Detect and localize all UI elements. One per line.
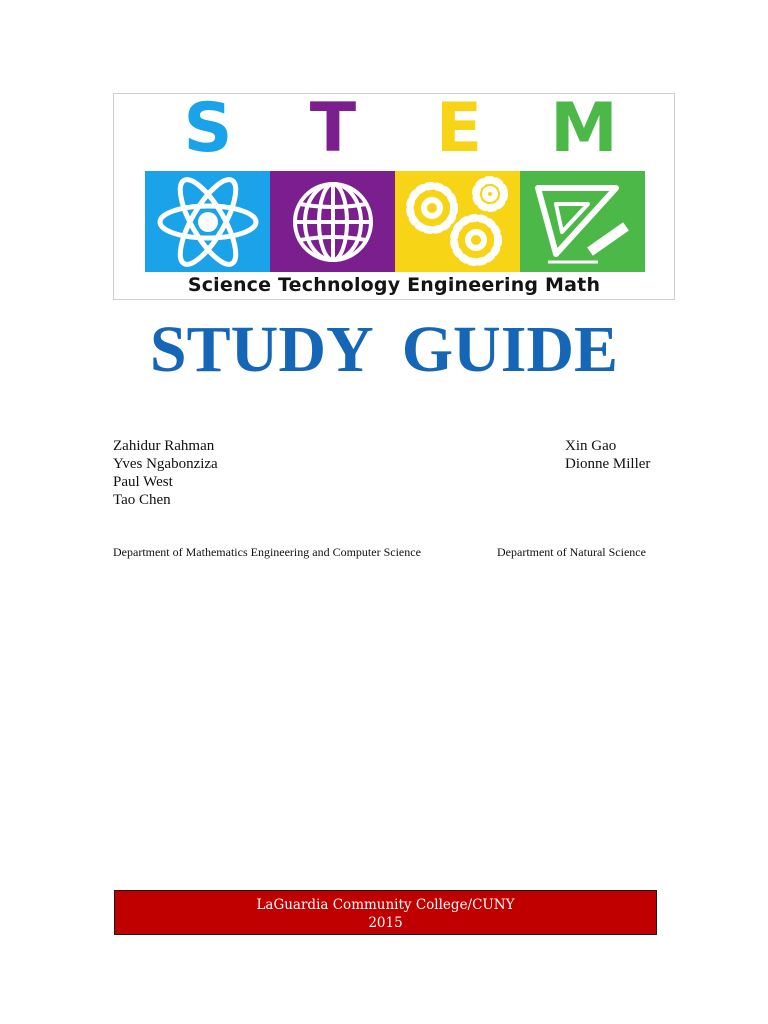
technology-tile: [270, 171, 395, 272]
letter-e: E: [435, 89, 483, 168]
author-name: Paul West: [113, 474, 173, 490]
author-name: Yves Ngabonziza: [113, 456, 218, 472]
stem-logo: [113, 89, 675, 300]
letter-m: M: [550, 89, 618, 168]
author-name: Xin Gao: [565, 438, 617, 454]
engineering-tile: [395, 171, 520, 272]
author-name: Zahidur Rahman: [113, 438, 215, 454]
department-right: Department of Natural Science: [497, 545, 646, 559]
stem-tiles: [145, 171, 646, 272]
letter-s: S: [183, 89, 233, 168]
author-name: Tao Chen: [113, 492, 171, 508]
logo-caption: Science Technology Engineering Math: [187, 274, 601, 296]
globe-icon: [278, 177, 388, 267]
atom-icon: [153, 177, 263, 267]
science-tile: [145, 171, 270, 272]
college-name: LaGuardia Community College/CUNY: [256, 897, 515, 913]
authors-right: [565, 437, 650, 473]
gears-icon: [398, 174, 518, 270]
authors-left: [113, 437, 218, 509]
math-tile: [520, 171, 645, 272]
department-left: Department of Mathematics Engineering and Computer Science: [113, 545, 421, 559]
page-title: STUDY GUIDE: [149, 313, 619, 386]
triangle-ruler-pencil-icon: [528, 176, 638, 268]
letter-t: T: [309, 89, 357, 168]
author-name: Dionne Miller: [565, 456, 651, 472]
stem-letters: [114, 89, 674, 168]
college-footer-banner: [114, 890, 657, 935]
publication-year: 2015: [368, 915, 403, 931]
